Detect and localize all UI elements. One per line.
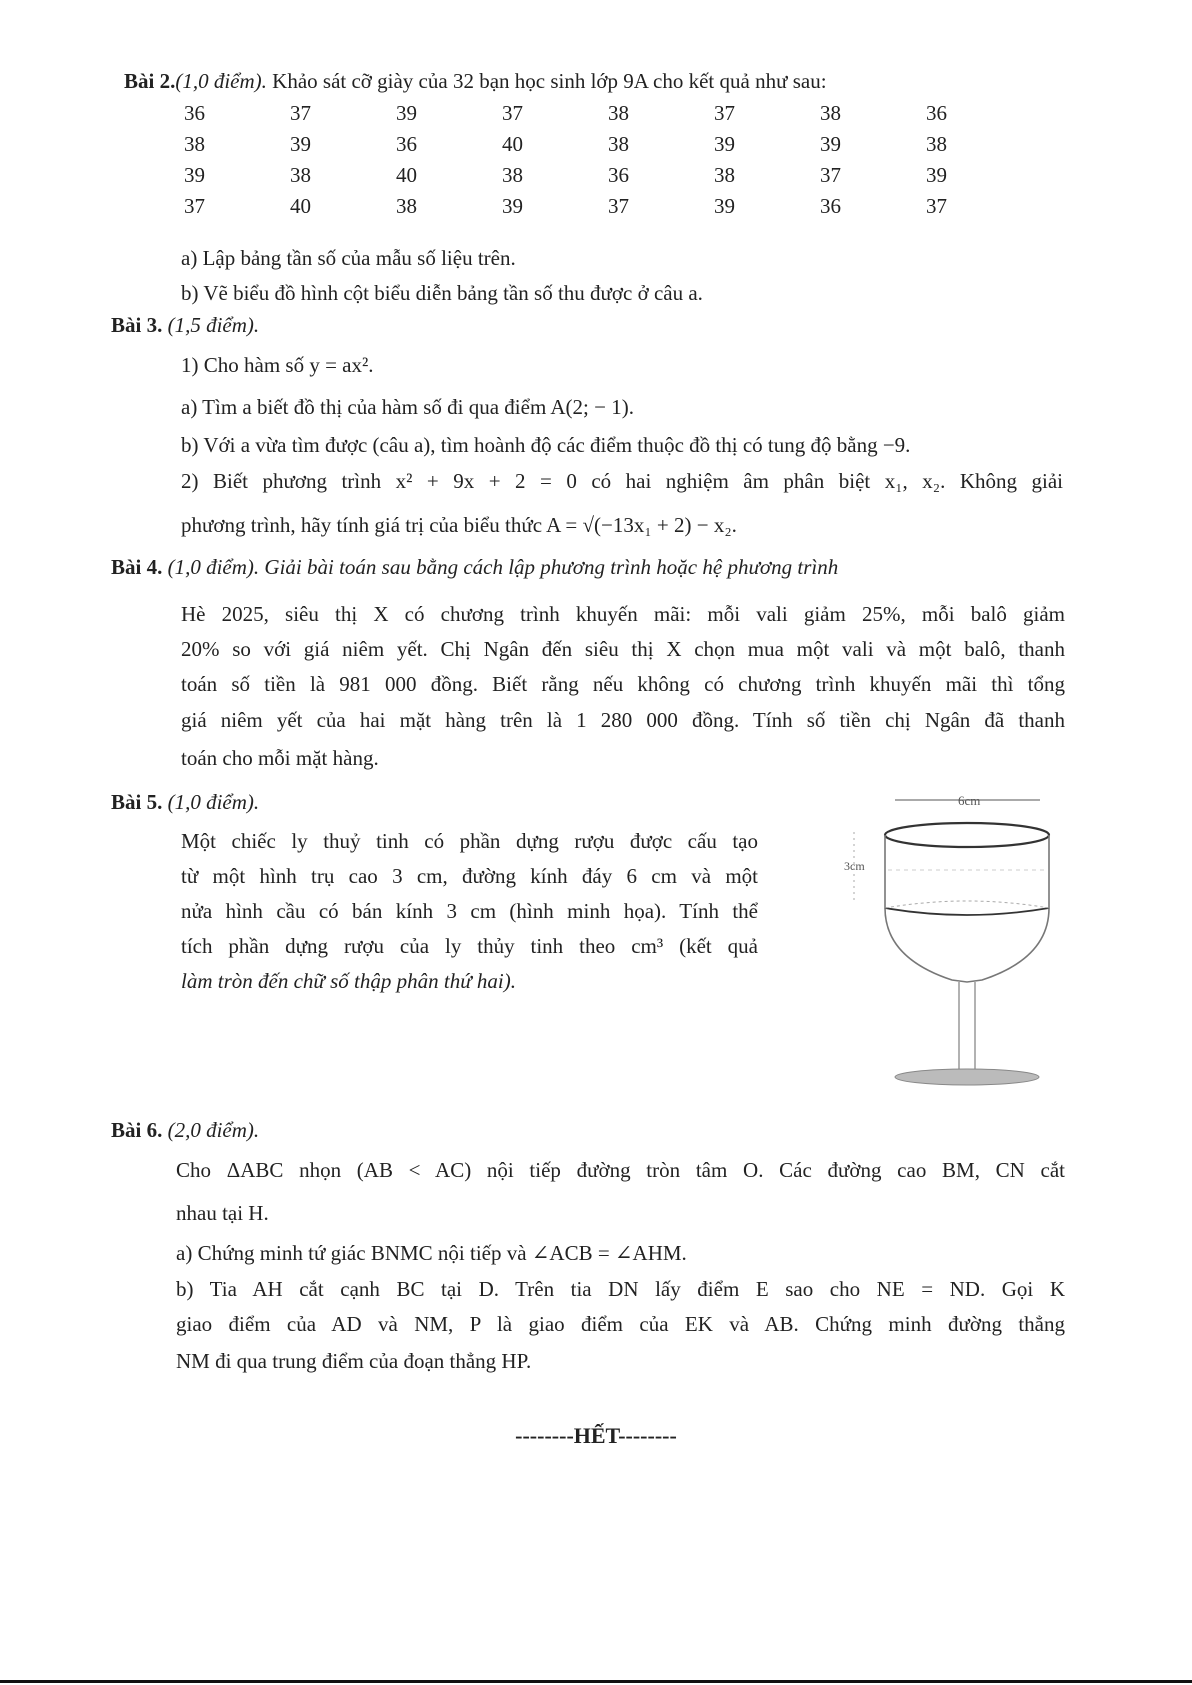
bai4-line-5: toán cho mỗi mặt hàng. [181,746,379,770]
cylinder-base-hidden-edge [885,901,1049,908]
data-table-cell: 39 [714,132,735,156]
data-table-cell: 38 [926,132,947,156]
bai5-line-2: từ một hình trụ cao 3 cm, đường kính đáy 6 cm và một [181,864,758,888]
bai5-title: Bài 5. [111,790,163,814]
data-table-cell: 38 [608,101,629,125]
bai2-points: (1,0 điểm). [175,69,267,93]
data-table-cell: 37 [502,101,523,125]
data-table-cell: 38 [608,132,629,156]
data-table-cell: 37 [926,194,947,218]
glass-bowl [885,835,1049,982]
data-table-cell: 37 [290,101,311,125]
data-table-cell: 38 [820,101,841,125]
data-table-cell: 37 [608,194,629,218]
bai3-title: Bài 3. [111,313,163,337]
data-table-cell: 39 [396,101,417,125]
bai3-line-4: 2) Biết phương trình x² + 9x + 2 = 0 có hai nghiệm âm phân biệt x₁, x₂. Không giải [181,469,1063,493]
glass-base [895,1069,1039,1085]
bai5-line-5: làm tròn đến chữ số thập phân thứ hai). [181,969,516,993]
bai4-points: (1,0 điểm). Giải bài toán sau bằng cách lập phương trình hoặc hệ phương trình [167,555,839,579]
data-table-row [184,98,1032,129]
bai6-line-6: NM đi qua trung điểm của đoạn thẳng HP. [176,1349,532,1373]
data-table-cell: 40 [396,163,417,187]
bai4-line-3: toán số tiền là 981 000 đồng. Biết rằng nếu không có chương trình khuyến mãi thì tổng [181,672,1065,696]
bai4-line-1: Hè 2025, siêu thị X có chương trình khuyến mãi: mỗi vali giảm 25%, mỗi balô giảm [181,602,1065,626]
bai2-text: Khảo sát cỡ giày của 32 bạn học sinh lớp 9A cho kết quả như sau: [272,69,827,93]
bai3-header [111,312,259,338]
cylinder-base-edge [885,908,1049,915]
data-table-cell: 40 [502,132,523,156]
data-table-cell: 38 [290,163,311,187]
bai6-title: Bài 6. [111,1118,163,1142]
bai6-line-4: b) Tia AH cắt cạnh BC tại D. Trên tia DN lấy điểm E sao cho NE = ND. Gọi K [176,1277,1065,1301]
glass-rim [885,823,1049,847]
bai6-line-5: giao điểm của AD và NM, P là giao điểm của EK và AB. Chứng minh đường thẳng [176,1312,1065,1336]
data-table-cell: 40 [290,194,311,218]
bai3-line-5: phương trình, hãy tính giá trị của biểu thức A = √(−13x₁ + 2) − x₂. [181,513,737,537]
bai6-line-3: a) Chứng minh tứ giác BNMC nội tiếp và ∠ACB = ∠AHM. [176,1241,687,1265]
data-table-cell: 39 [184,163,205,187]
bai3-line-1: 1) Cho hàm số y = ax². [181,353,374,377]
data-table-cell: 37 [714,101,735,125]
data-table-row [184,129,1032,160]
data-table-cell: 36 [926,101,947,125]
bai5-line-4: tích phần dựng rượu của ly thủy tinh theo cm³ (kết quả [181,934,758,958]
bai6-header [111,1117,259,1143]
width-label: 6cm [958,793,981,808]
data-table-cell: 37 [820,163,841,187]
bai3-line-2: a) Tìm a biết đồ thị của hàm số đi qua điểm A(2; − 1). [181,395,634,419]
end-marker: --------HẾT-------- [515,1423,677,1448]
data-table-cell: 38 [184,132,205,156]
height-label: 3cm [844,859,865,873]
bai4-title: Bài 4. [111,555,163,579]
data-table-row [184,160,1032,191]
bai5-header [111,789,259,815]
data-table-cell: 39 [714,194,735,218]
bottom-rule [0,1680,1192,1683]
data-table-cell: 39 [926,163,947,187]
bai6-points: (2,0 điểm). [167,1118,260,1142]
data-table-row [184,191,1032,222]
shoe-size-data-table [184,98,1032,222]
data-table-cell: 36 [184,101,205,125]
bai4-header [111,554,838,580]
bai2-part-a: a) Lập bảng tần số của mẫu số liệu trên. [181,246,516,270]
data-table-cell: 38 [502,163,523,187]
bai4-line-2: 20% so với giá niêm yết. Chị Ngân đến siêu thị X chọn mua một vali và một balô, thanh [181,637,1065,661]
data-table-cell: 39 [290,132,311,156]
data-table-cell: 38 [714,163,735,187]
bai3-line-3: b) Với a vừa tìm được (câu a), tìm hoành độ các điểm thuộc đồ thị có tung độ bằng −9. [181,433,911,457]
bai5-points: (1,0 điểm). [167,790,260,814]
data-table-cell: 36 [396,132,417,156]
data-table-cell: 39 [820,132,841,156]
data-table-cell: 38 [396,194,417,218]
bai5-line-3: nửa hình cầu có bán kính 3 cm (hình minh họa). Tính thể [181,899,758,923]
bai6-line-1: Cho ΔABC nhọn (AB < AC) nội tiếp đường tròn tâm O. Các đường cao BM, CN cắt [176,1158,1065,1182]
bai5-line-1: Một chiếc ly thuỷ tinh có phần dựng rượu được cấu tạo [181,829,758,853]
bai2-header [124,68,827,94]
data-table-cell: 39 [502,194,523,218]
bai2-title: Bài 2. [124,69,176,93]
bai4-line-4: giá niêm yết của hai mặt hàng trên là 1 280 000 đồng. Tính số tiền chị Ngân đã thanh [181,708,1065,732]
bai6-line-2: nhau tại H. [176,1201,269,1225]
data-table-cell: 36 [608,163,629,187]
wine-glass-figure [840,790,1070,1100]
data-table-cell: 37 [184,194,205,218]
bai2-part-b: b) Vẽ biểu đồ hình cột biểu diễn bảng tần số thu được ở câu a. [181,281,703,305]
bai3-points: (1,5 điểm). [167,313,260,337]
data-table-cell: 36 [820,194,841,218]
